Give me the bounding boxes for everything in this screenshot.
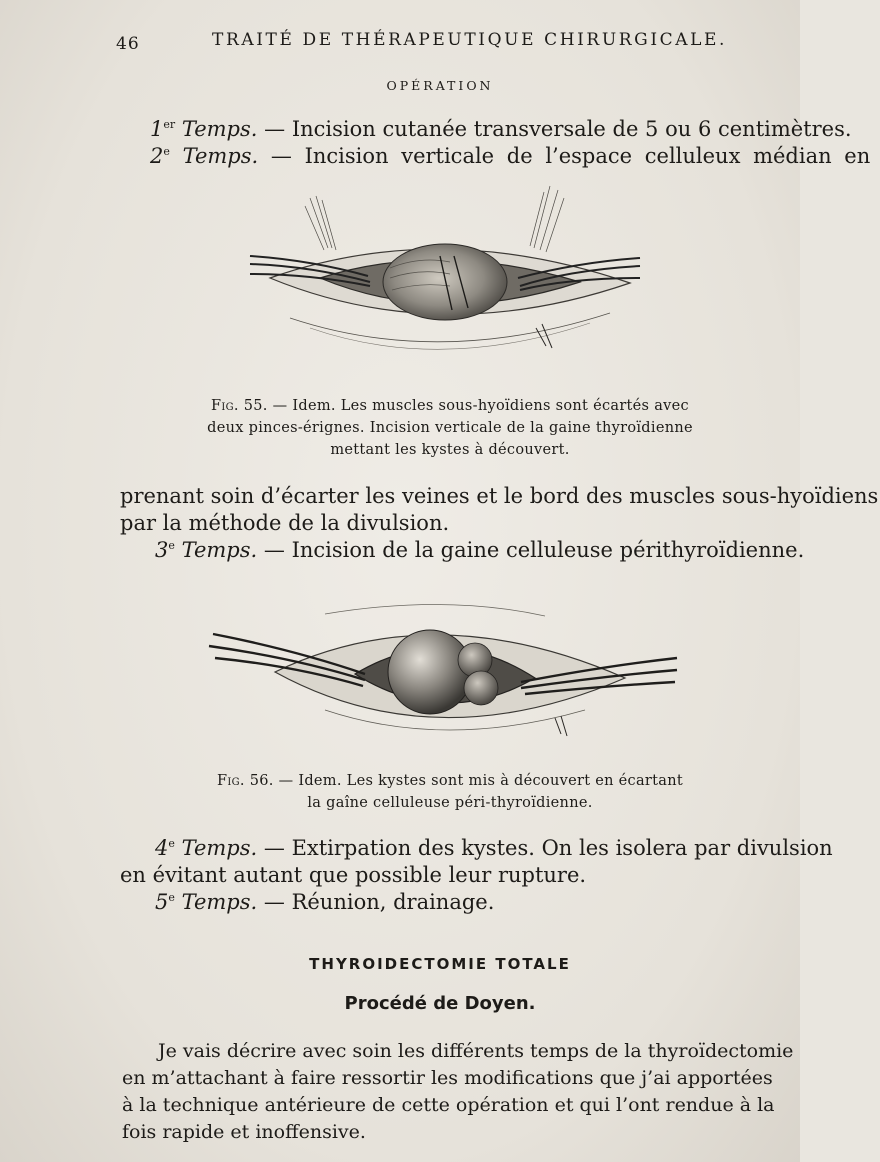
- step-4-continuation: en évitant autant que possible leur rupture.: [120, 863, 587, 887]
- figure-55-label: Fig. 55.: [211, 398, 268, 414]
- continuation-line-1: prenant soin d’écarter les veines et le bord des muscles sous-hyoïdiens: [120, 484, 879, 508]
- step-5-text: — Réunion, drainage.: [263, 890, 495, 914]
- step-1-text: — Incision cutanée transversale de 5 ou 6 centimètres.: [264, 117, 852, 141]
- figure-55-caption-line-1: — Idem. Les muscles sous-hyoïdiens sont écartés avec: [272, 398, 689, 414]
- step-1-sup: er: [163, 118, 176, 131]
- step-3-number: 3: [155, 538, 169, 562]
- figure-56-caption-line-1: — Idem. Les kystes sont mis à découvert en écartant: [278, 773, 683, 789]
- paragraph-line-4: fois rapide et inoffensive.: [122, 1121, 366, 1143]
- figure-56-illustration: [205, 600, 685, 760]
- page-number: 46: [116, 34, 140, 54]
- step-3-label: Temps.: [181, 538, 258, 562]
- step-5-line: [155, 890, 494, 914]
- section-title: OPÉRATION: [386, 78, 494, 93]
- step-4-number: 4: [155, 836, 169, 860]
- step-3-text: — Incision de la gaine celluleuse périthyroïdienne.: [263, 538, 805, 562]
- figure-56-caption: [150, 770, 750, 814]
- step-4-text: — Extirpation des kystes. On les isolera par divulsion: [263, 836, 833, 860]
- step-2-sup: e: [163, 145, 170, 158]
- step-3-line: [155, 538, 804, 562]
- paragraph-line-3: à la technique antérieure de cette opération et qui l’ont rendue à la: [122, 1094, 775, 1116]
- section-heading-thyroidectomie: THYROIDECTOMIE TOTALE: [309, 955, 571, 973]
- figure-55-caption-line-3: mettant les kystes à découvert.: [330, 442, 570, 458]
- step-4-label: Temps.: [181, 836, 258, 860]
- step-2-label: Temps.: [182, 144, 259, 168]
- figure-56-label: Fig. 56.: [217, 773, 274, 789]
- paragraph-line-2: en m’attachant à faire ressortir les modifications que j’ai apportées: [122, 1067, 773, 1089]
- step-2-line: [150, 144, 870, 168]
- step-1-label: Temps.: [181, 117, 258, 141]
- step-2-text: — Incision verticale de l’espace celluleux médian en: [270, 144, 871, 168]
- step-5-number: 5: [155, 890, 169, 914]
- step-4-sup: e: [168, 837, 175, 850]
- continuation-line-2: par la méthode de la divulsion.: [120, 511, 450, 535]
- step-1-line: [150, 117, 852, 141]
- figure-55-caption-line-2: deux pinces-érignes. Incision verticale de la gaine thyroïdienne: [207, 420, 693, 436]
- paragraph-line-1: Je vais décrire avec soin les différents temps de la thyroïdectomie: [158, 1040, 794, 1062]
- step-2-number: 2: [150, 144, 164, 168]
- figure-55-caption: [130, 395, 770, 461]
- running-title: TRAITÉ DE THÉRAPEUTIQUE CHIRURGICALE.: [212, 30, 728, 50]
- procedure-title: Procédé de Doyen.: [344, 993, 536, 1014]
- step-4-line: [155, 836, 833, 860]
- step-1-number: 1: [150, 117, 164, 141]
- running-head: [0, 26, 800, 56]
- figure-56-caption-line-2: la gaîne celluleuse péri-thyroïdienne.: [307, 795, 593, 811]
- step-5-sup: e: [168, 891, 175, 904]
- step-5-label: Temps.: [181, 890, 258, 914]
- figure-55-illustration: [250, 178, 650, 378]
- step-3-sup: e: [168, 539, 175, 552]
